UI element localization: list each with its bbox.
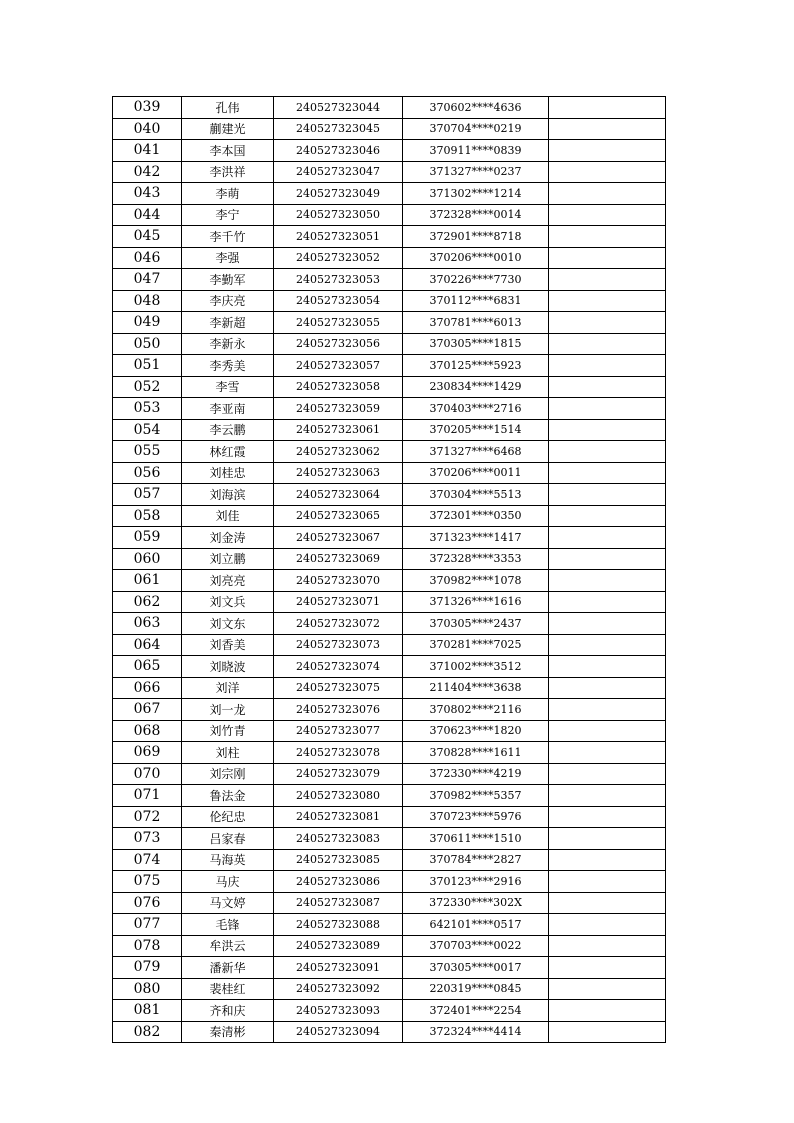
id-number: 372901****8718 [403, 226, 549, 248]
row-number: 057 [113, 484, 182, 506]
id-number: 370123****2916 [403, 871, 549, 893]
ticket-number: 240527323050 [274, 204, 403, 226]
candidate-name: 李宁 [182, 204, 274, 226]
candidate-name: 李秀美 [182, 355, 274, 377]
table-row [113, 914, 666, 936]
remarks-cell [549, 849, 666, 871]
id-number: 370206****0011 [403, 462, 549, 484]
row-number: 064 [113, 634, 182, 656]
ticket-number: 240527323069 [274, 548, 403, 570]
candidate-name: 蒯建光 [182, 118, 274, 140]
table-row [113, 548, 666, 570]
candidate-name: 李雪 [182, 376, 274, 398]
candidate-name: 刘香美 [182, 634, 274, 656]
table-row [113, 398, 666, 420]
remarks-cell [549, 140, 666, 162]
remarks-cell [549, 591, 666, 613]
candidate-name: 刘柱 [182, 742, 274, 764]
remarks-cell [549, 398, 666, 420]
id-number: 372324****4414 [403, 1021, 549, 1043]
id-number: 371302****1214 [403, 183, 549, 205]
candidate-name: 李新超 [182, 312, 274, 334]
ticket-number: 240527323052 [274, 247, 403, 269]
ticket-number: 240527323065 [274, 505, 403, 527]
ticket-number: 240527323089 [274, 935, 403, 957]
candidate-name: 李千竹 [182, 226, 274, 248]
id-number: 371323****1417 [403, 527, 549, 549]
ticket-number: 240527323092 [274, 978, 403, 1000]
remarks-cell [549, 871, 666, 893]
id-number: 371327****6468 [403, 441, 549, 463]
id-number: 642101****0517 [403, 914, 549, 936]
remarks-cell [549, 484, 666, 506]
id-number: 370723****5976 [403, 806, 549, 828]
id-number: 370784****2827 [403, 849, 549, 871]
id-number: 372328****0014 [403, 204, 549, 226]
table-row [113, 871, 666, 893]
candidate-name: 刘佳 [182, 505, 274, 527]
table-row [113, 204, 666, 226]
remarks-cell [549, 204, 666, 226]
candidate-name: 李新永 [182, 333, 274, 355]
candidate-name: 刘文兵 [182, 591, 274, 613]
ticket-number: 240527323067 [274, 527, 403, 549]
ticket-number: 240527323088 [274, 914, 403, 936]
row-number: 079 [113, 957, 182, 979]
candidate-name: 刘洋 [182, 677, 274, 699]
id-number: 371002****3512 [403, 656, 549, 678]
row-number: 053 [113, 398, 182, 420]
roster-table-body [113, 97, 666, 1043]
ticket-number: 240527323070 [274, 570, 403, 592]
row-number: 077 [113, 914, 182, 936]
table-row [113, 247, 666, 269]
ticket-number: 240527323091 [274, 957, 403, 979]
table-row [113, 269, 666, 291]
remarks-cell [549, 419, 666, 441]
remarks-cell [549, 978, 666, 1000]
id-number: 370226****7730 [403, 269, 549, 291]
remarks-cell [549, 161, 666, 183]
id-number: 370205****1514 [403, 419, 549, 441]
row-number: 049 [113, 312, 182, 334]
ticket-number: 240527323083 [274, 828, 403, 850]
candidate-name: 李萌 [182, 183, 274, 205]
row-number: 039 [113, 97, 182, 119]
table-row [113, 613, 666, 635]
ticket-number: 240527323075 [274, 677, 403, 699]
remarks-cell [549, 527, 666, 549]
id-number: 372401****2254 [403, 1000, 549, 1022]
ticket-number: 240527323054 [274, 290, 403, 312]
remarks-cell [549, 183, 666, 205]
remarks-cell [549, 97, 666, 119]
remarks-cell [549, 355, 666, 377]
remarks-cell [549, 914, 666, 936]
remarks-cell [549, 720, 666, 742]
candidate-name: 李亚南 [182, 398, 274, 420]
candidate-name: 潘新华 [182, 957, 274, 979]
row-number: 052 [113, 376, 182, 398]
remarks-cell [549, 548, 666, 570]
row-number: 065 [113, 656, 182, 678]
row-number: 055 [113, 441, 182, 463]
candidate-name: 马文婷 [182, 892, 274, 914]
id-number: 370602****4636 [403, 97, 549, 119]
candidate-name: 李庆亮 [182, 290, 274, 312]
remarks-cell [549, 376, 666, 398]
table-row [113, 699, 666, 721]
table-row [113, 892, 666, 914]
id-number: 370781****6013 [403, 312, 549, 334]
row-number: 051 [113, 355, 182, 377]
table-row [113, 656, 666, 678]
row-number: 050 [113, 333, 182, 355]
ticket-number: 240527323047 [274, 161, 403, 183]
id-number: 370911****0839 [403, 140, 549, 162]
ticket-number: 240527323074 [274, 656, 403, 678]
row-number: 042 [113, 161, 182, 183]
table-row [113, 849, 666, 871]
ticket-number: 240527323062 [274, 441, 403, 463]
ticket-number: 240527323079 [274, 763, 403, 785]
candidate-name: 鲁法金 [182, 785, 274, 807]
table-row [113, 333, 666, 355]
table-row [113, 462, 666, 484]
table-row [113, 1021, 666, 1043]
row-number: 056 [113, 462, 182, 484]
candidate-name: 刘桂忠 [182, 462, 274, 484]
candidate-name: 李勤军 [182, 269, 274, 291]
table-row [113, 484, 666, 506]
candidate-name: 李云鹏 [182, 419, 274, 441]
table-row [113, 226, 666, 248]
ticket-number: 240527323064 [274, 484, 403, 506]
id-number: 370206****0010 [403, 247, 549, 269]
remarks-cell [549, 312, 666, 334]
row-number: 072 [113, 806, 182, 828]
id-number: 370982****1078 [403, 570, 549, 592]
candidate-name: 马海英 [182, 849, 274, 871]
row-number: 076 [113, 892, 182, 914]
id-number: 371327****0237 [403, 161, 549, 183]
table-row [113, 677, 666, 699]
ticket-number: 240527323056 [274, 333, 403, 355]
id-number: 370403****2716 [403, 398, 549, 420]
candidate-name: 李强 [182, 247, 274, 269]
candidate-name: 刘金涛 [182, 527, 274, 549]
roster-sheet [112, 96, 666, 1043]
row-number: 063 [113, 613, 182, 635]
candidate-name: 李本国 [182, 140, 274, 162]
id-number: 211404****3638 [403, 677, 549, 699]
remarks-cell [549, 634, 666, 656]
ticket-number: 240527323049 [274, 183, 403, 205]
ticket-number: 240527323071 [274, 591, 403, 613]
table-row [113, 161, 666, 183]
remarks-cell [549, 1021, 666, 1043]
remarks-cell [549, 677, 666, 699]
table-row [113, 763, 666, 785]
candidate-name: 毛锋 [182, 914, 274, 936]
ticket-number: 240527323051 [274, 226, 403, 248]
row-number: 061 [113, 570, 182, 592]
remarks-cell [549, 505, 666, 527]
remarks-cell [549, 226, 666, 248]
id-number: 230834****1429 [403, 376, 549, 398]
ticket-number: 240527323086 [274, 871, 403, 893]
remarks-cell [549, 441, 666, 463]
table-row [113, 957, 666, 979]
row-number: 081 [113, 1000, 182, 1022]
table-row [113, 505, 666, 527]
candidate-name: 刘文东 [182, 613, 274, 635]
ticket-number: 240527323078 [274, 742, 403, 764]
candidate-name: 裴桂红 [182, 978, 274, 1000]
row-number: 075 [113, 871, 182, 893]
candidate-name: 秦清彬 [182, 1021, 274, 1043]
ticket-number: 240527323077 [274, 720, 403, 742]
remarks-cell [549, 935, 666, 957]
table-row [113, 183, 666, 205]
remarks-cell [549, 785, 666, 807]
row-number: 046 [113, 247, 182, 269]
table-row [113, 935, 666, 957]
id-number: 372328****3353 [403, 548, 549, 570]
row-number: 047 [113, 269, 182, 291]
row-number: 040 [113, 118, 182, 140]
ticket-number: 240527323085 [274, 849, 403, 871]
id-number: 370281****7025 [403, 634, 549, 656]
row-number: 060 [113, 548, 182, 570]
remarks-cell [549, 290, 666, 312]
id-number: 372330****4219 [403, 763, 549, 785]
row-number: 062 [113, 591, 182, 613]
row-number: 054 [113, 419, 182, 441]
ticket-number: 240527323061 [274, 419, 403, 441]
remarks-cell [549, 957, 666, 979]
id-number: 370305****2437 [403, 613, 549, 635]
ticket-number: 240527323072 [274, 613, 403, 635]
ticket-number: 240527323045 [274, 118, 403, 140]
candidate-name: 吕家春 [182, 828, 274, 850]
table-row [113, 1000, 666, 1022]
remarks-cell [549, 699, 666, 721]
remarks-cell [549, 892, 666, 914]
row-number: 080 [113, 978, 182, 1000]
row-number: 048 [113, 290, 182, 312]
ticket-number: 240527323053 [274, 269, 403, 291]
table-row [113, 419, 666, 441]
table-row [113, 806, 666, 828]
table-row [113, 634, 666, 656]
table-row [113, 742, 666, 764]
remarks-cell [549, 613, 666, 635]
id-number: 370982****5357 [403, 785, 549, 807]
table-row [113, 785, 666, 807]
id-number: 370112****6831 [403, 290, 549, 312]
row-number: 073 [113, 828, 182, 850]
remarks-cell [549, 333, 666, 355]
id-number: 370611****1510 [403, 828, 549, 850]
id-number: 370802****2116 [403, 699, 549, 721]
table-row [113, 828, 666, 850]
candidate-name: 牟洪云 [182, 935, 274, 957]
ticket-number: 240527323058 [274, 376, 403, 398]
roster-table [112, 96, 666, 1043]
table-row [113, 441, 666, 463]
ticket-number: 240527323059 [274, 398, 403, 420]
id-number: 370704****0219 [403, 118, 549, 140]
table-row [113, 140, 666, 162]
candidate-name: 伦纪忠 [182, 806, 274, 828]
id-number: 370305****0017 [403, 957, 549, 979]
remarks-cell [549, 828, 666, 850]
remarks-cell [549, 247, 666, 269]
table-row [113, 978, 666, 1000]
ticket-number: 240527323063 [274, 462, 403, 484]
ticket-number: 240527323073 [274, 634, 403, 656]
remarks-cell [549, 570, 666, 592]
table-row [113, 312, 666, 334]
candidate-name: 齐和庆 [182, 1000, 274, 1022]
ticket-number: 240527323080 [274, 785, 403, 807]
candidate-name: 李洪祥 [182, 161, 274, 183]
id-number: 372301****0350 [403, 505, 549, 527]
table-row [113, 355, 666, 377]
candidate-name: 孔伟 [182, 97, 274, 119]
row-number: 059 [113, 527, 182, 549]
ticket-number: 240527323055 [274, 312, 403, 334]
table-row [113, 570, 666, 592]
row-number: 067 [113, 699, 182, 721]
row-number: 041 [113, 140, 182, 162]
row-number: 082 [113, 1021, 182, 1043]
table-row [113, 118, 666, 140]
table-row [113, 720, 666, 742]
row-number: 069 [113, 742, 182, 764]
row-number: 043 [113, 183, 182, 205]
remarks-cell [549, 462, 666, 484]
ticket-number: 240527323057 [274, 355, 403, 377]
id-number: 370304****5513 [403, 484, 549, 506]
table-row [113, 97, 666, 119]
row-number: 070 [113, 763, 182, 785]
ticket-number: 240527323087 [274, 892, 403, 914]
id-number: 370125****5923 [403, 355, 549, 377]
id-number: 372330****302X [403, 892, 549, 914]
row-number: 078 [113, 935, 182, 957]
id-number: 370828****1611 [403, 742, 549, 764]
row-number: 044 [113, 204, 182, 226]
row-number: 071 [113, 785, 182, 807]
row-number: 058 [113, 505, 182, 527]
row-number: 045 [113, 226, 182, 248]
row-number: 066 [113, 677, 182, 699]
candidate-name: 刘亮亮 [182, 570, 274, 592]
ticket-number: 240527323046 [274, 140, 403, 162]
ticket-number: 240527323044 [274, 97, 403, 119]
remarks-cell [549, 269, 666, 291]
remarks-cell [549, 118, 666, 140]
table-row [113, 591, 666, 613]
remarks-cell [549, 806, 666, 828]
remarks-cell [549, 763, 666, 785]
candidate-name: 马庆 [182, 871, 274, 893]
id-number: 370623****1820 [403, 720, 549, 742]
id-number: 370305****1815 [403, 333, 549, 355]
remarks-cell [549, 742, 666, 764]
ticket-number: 240527323093 [274, 1000, 403, 1022]
id-number: 220319****0845 [403, 978, 549, 1000]
candidate-name: 林红霞 [182, 441, 274, 463]
candidate-name: 刘立鹏 [182, 548, 274, 570]
candidate-name: 刘宗刚 [182, 763, 274, 785]
table-row [113, 527, 666, 549]
ticket-number: 240527323094 [274, 1021, 403, 1043]
id-number: 371326****1616 [403, 591, 549, 613]
ticket-number: 240527323081 [274, 806, 403, 828]
table-row [113, 290, 666, 312]
row-number: 068 [113, 720, 182, 742]
row-number: 074 [113, 849, 182, 871]
candidate-name: 刘竹青 [182, 720, 274, 742]
ticket-number: 240527323076 [274, 699, 403, 721]
candidate-name: 刘海滨 [182, 484, 274, 506]
remarks-cell [549, 1000, 666, 1022]
candidate-name: 刘一龙 [182, 699, 274, 721]
candidate-name: 刘晓波 [182, 656, 274, 678]
table-row [113, 376, 666, 398]
id-number: 370703****0022 [403, 935, 549, 957]
remarks-cell [549, 656, 666, 678]
